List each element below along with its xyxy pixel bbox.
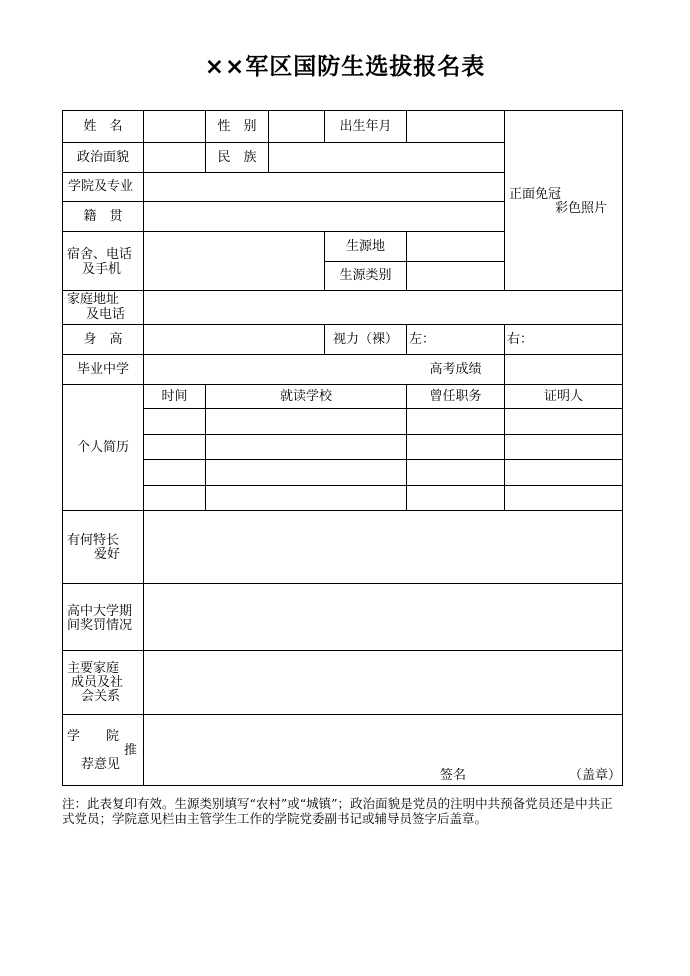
college-major-label: 学院及专业	[68, 179, 134, 194]
grid-line	[406, 324, 407, 354]
grid-line	[62, 354, 623, 355]
table-outer-bottom	[62, 785, 623, 786]
rec-label-line1: 学 院	[67, 729, 120, 744]
native-label: 籍 贯	[83, 209, 123, 224]
grid-line	[268, 110, 269, 172]
middle-school-label: 毕业中学	[76, 362, 129, 377]
politics-label: 政治面貌	[76, 150, 129, 165]
grid-line	[143, 485, 623, 486]
grid-line	[406, 231, 407, 290]
vision-left-label: 左：	[409, 332, 436, 347]
home-label-line1: 家庭地址	[67, 292, 120, 307]
resume-col-school: 就读学校	[279, 389, 332, 404]
photo-label-line2: 彩色照片	[555, 201, 608, 216]
grid-line	[143, 434, 623, 435]
photo-label-line1: 正面免冠	[509, 187, 562, 202]
footnote: 注：此表复印有效。生源类别填写“农村”或“城镇”；政治面貌是党员的注明中共预备党员还是中共正式党员；学院意见栏由主管学生工作的学院党委副书记或辅导员签字后盖章。	[62, 796, 613, 826]
family-label-line1: 主要家庭	[67, 661, 120, 676]
table-outer-right	[622, 110, 623, 786]
specialty-label-line1: 有何特长	[67, 533, 120, 548]
gender-label: 性 别	[217, 119, 257, 134]
family-label-line3: 会关系	[81, 689, 121, 704]
vision-right-label: 右：	[507, 332, 534, 347]
grid-line	[324, 261, 504, 262]
awards-label-line2: 间奖罚情况	[67, 618, 133, 633]
grid-line	[504, 354, 505, 384]
form-title: ××军区国防生选拔报名表	[204, 54, 486, 80]
name-label: 姓 名	[83, 119, 123, 134]
resume-col-witness: 证明人	[543, 389, 583, 404]
grid-line	[62, 201, 504, 202]
grid-line	[143, 110, 144, 786]
grid-line	[62, 231, 504, 232]
awards-label-line1: 高中大学期	[67, 604, 133, 619]
grid-line	[62, 510, 623, 511]
grid-line	[504, 324, 505, 354]
grid-line	[62, 142, 504, 143]
grid-line	[62, 714, 623, 715]
grid-line	[62, 172, 504, 173]
resume-label: 个人简历	[76, 440, 129, 455]
dorm-label-line1: 宿舍、电话	[67, 247, 133, 262]
grid-line	[62, 290, 623, 291]
origin-type-label: 生源类别	[339, 268, 392, 283]
grid-line	[62, 583, 623, 584]
grid-line	[143, 459, 623, 460]
vision-label: 视力（裸）	[332, 332, 398, 347]
resume-col-position: 曾任职务	[429, 389, 482, 404]
grid-line	[143, 408, 623, 409]
table-outer-top	[62, 110, 623, 111]
seal-label: （盖章）	[569, 768, 622, 783]
gaokao-label: 高考成绩	[429, 362, 482, 377]
origin-label: 生源地	[345, 239, 385, 254]
family-label-line2: 成员及社	[71, 675, 124, 690]
birth-label: 出生年月	[339, 119, 392, 134]
grid-line	[62, 650, 623, 651]
grid-line	[504, 110, 505, 290]
grid-line	[406, 110, 407, 142]
ethnic-label: 民 族	[217, 150, 257, 165]
rec-label-line2: 推	[124, 743, 138, 758]
resume-col-time: 时间	[161, 389, 188, 404]
grid-line	[62, 324, 623, 325]
rec-label-line3: 荐意见	[81, 757, 121, 772]
dorm-label-line2: 及手机	[82, 262, 122, 277]
height-label: 身 高	[83, 332, 123, 347]
home-label-line2: 及电话	[86, 307, 126, 322]
grid-line	[62, 384, 623, 385]
specialty-label-line2: 爱好	[94, 547, 121, 562]
signature-label: 签名	[440, 768, 467, 783]
